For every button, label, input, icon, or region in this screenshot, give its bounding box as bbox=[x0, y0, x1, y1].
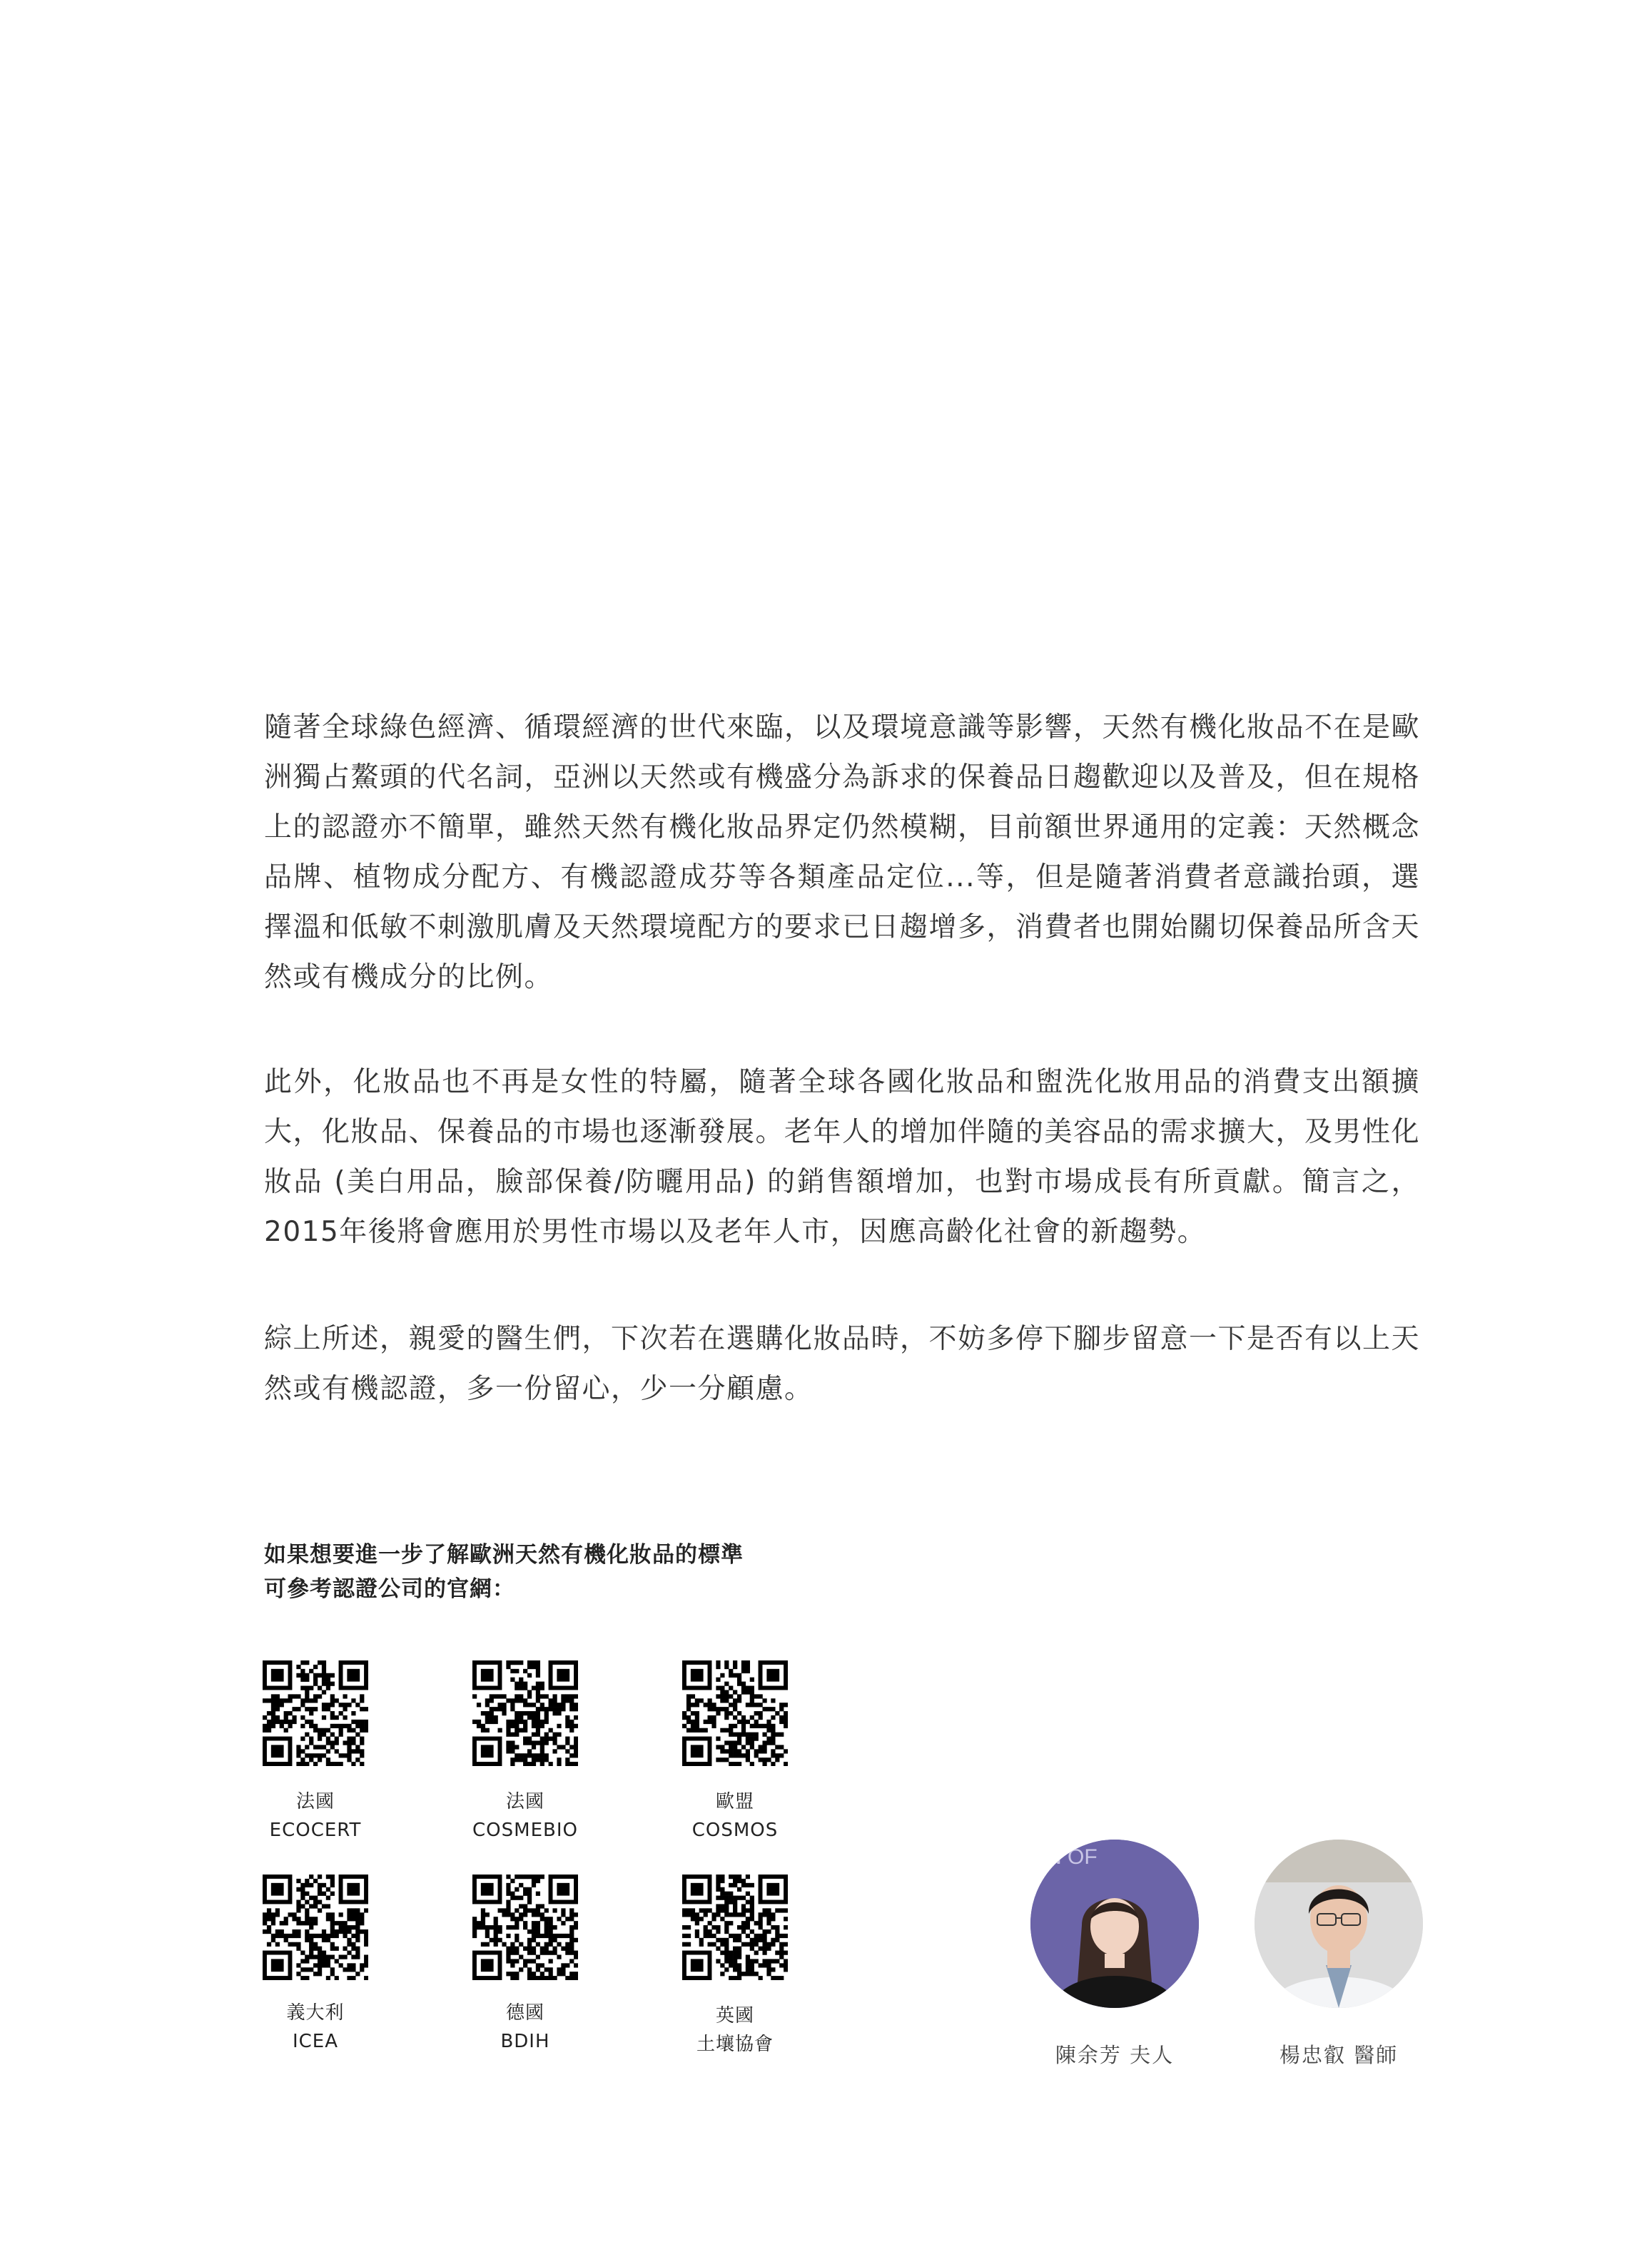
person-name: 楊忠叡 醫師 bbox=[1279, 2043, 1399, 2067]
qr-org-label: COSMOS bbox=[691, 1820, 779, 1841]
qr-cosmebio[interactable] bbox=[447, 1660, 604, 1845]
qr-country-label: 德國 bbox=[505, 2002, 544, 2024]
avatar bbox=[1030, 1840, 1199, 2008]
qr-org-label: ICEA bbox=[292, 2031, 339, 2052]
reference-intro-line-2: 可參考認證公司的官網： bbox=[264, 1576, 515, 1602]
qr-code-icon[interactable] bbox=[263, 1875, 368, 1980]
qr-bdih[interactable] bbox=[447, 1875, 604, 2056]
person-chen bbox=[1008, 1840, 1222, 2069]
qr-country-label: 歐盟 bbox=[715, 1791, 754, 1812]
backdrop-text: N OF bbox=[1046, 1845, 1098, 1869]
qr-code-icon[interactable] bbox=[682, 1660, 788, 1766]
qr-code-icon[interactable] bbox=[682, 1875, 788, 1980]
qr-cosmos[interactable] bbox=[657, 1660, 814, 1845]
qr-org-label: COSMEBIO bbox=[472, 1820, 578, 1841]
qr-org-label: ECOCERT bbox=[269, 1820, 362, 1841]
body-paragraph-1: 隨著全球綠色經濟、循環經濟的世代來臨，以及環境意識等影響，天然有機化妝品不在是歐洲獨占鰲頭的代名詞，亞洲以天然或有機盛分為訴求的保養品日趨歡迎以及普及，但在規格上的認證亦不簡單，雖然天然有機化妝品界定仍然模糊，目前額世界通用的定義：天然概念品牌、植物成分配方、有機認證成芬等各類產品定位...等，但是隨著消費者意識抬頭，選擇溫和低敏不刺激肌膚及天然環境配方的要求已日趨增多，消費者也開始關切保養品所含天然或有機成分的比例。 bbox=[264, 711, 1421, 993]
qr-ecocert[interactable] bbox=[237, 1660, 394, 1845]
body-paragraph-3: 綜上所述，親愛的醫生們，下次若在選購化妝品時，不妨多停下腳步留意一下是否有以上天然或有機認證，多一份留心，少一分顧慮。 bbox=[264, 1323, 1421, 1405]
qr-org-label: 土壤協會 bbox=[696, 2034, 774, 2055]
qr-country-label: 義大利 bbox=[286, 2002, 345, 2024]
body-paragraph-2: 此外，化妝品也不再是女性的特屬，隨著全球各國化妝品和盥洗化妝用品的消費支出額擴大，化妝品、保養品的市場也逐漸發展。老年人的增加伴隨的美容品的需求擴大，及男性化妝品 (美白用品，臉部保養/防曬用品) 的銷售額增加，也對市場成長有所貢獻。簡言之，2015年後將會應用於男性市場以及老年人市，因應高齡化社會的新趨勢。 bbox=[264, 1066, 1421, 1248]
qr-code-icon[interactable] bbox=[263, 1660, 368, 1766]
reference-intro bbox=[264, 1538, 835, 1606]
qr-soil-association[interactable] bbox=[657, 1875, 814, 2059]
avatar bbox=[1255, 1840, 1423, 2008]
qr-country-label: 英國 bbox=[715, 2005, 754, 2027]
qr-country-label: 法國 bbox=[295, 1791, 335, 1812]
qr-country-label: 法國 bbox=[505, 1791, 544, 1812]
person-yang bbox=[1232, 1840, 1446, 2069]
qr-org-label: BDIH bbox=[500, 2031, 550, 2052]
person-name: 陳余芳 夫人 bbox=[1055, 2043, 1175, 2067]
qr-icea[interactable] bbox=[237, 1875, 394, 2056]
reference-intro-line-1: 如果想要進一步了解歐洲天然有機化妝品的標準 bbox=[264, 1542, 744, 1568]
qr-code-icon[interactable] bbox=[472, 1660, 578, 1766]
qr-code-icon[interactable] bbox=[472, 1875, 578, 1980]
